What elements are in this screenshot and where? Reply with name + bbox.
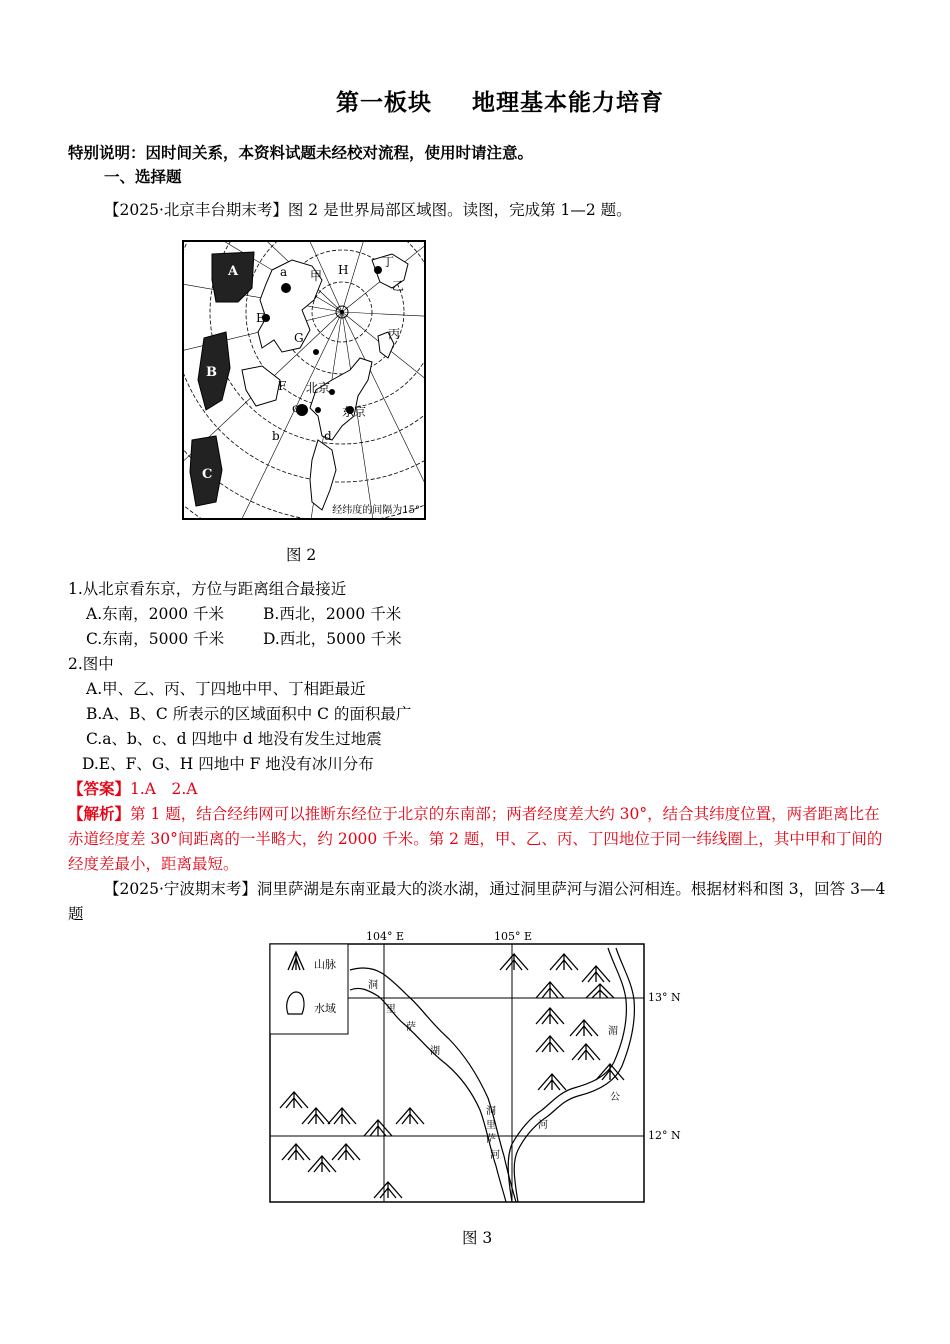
title-part1: 第一板块: [336, 90, 432, 116]
map-label-G: G: [294, 331, 304, 345]
analysis-text: 第 1 题，结合经纬网可以推断东经位于北京的东南部；两者经度差大约 30°，结合其纬度位置，两者距离比在赤道经度差 30°间距离的一半略大，约 2000 千米。第 2 题，甲、乙、丙、丁四地位于同一纬线圈上，其中甲和丁间的经度差最小，距离最短。: [68, 805, 883, 873]
q1-option-c: C.东南，5000 千米: [86, 630, 225, 648]
map-label-jia: 甲: [310, 269, 323, 283]
page-title: [0, 84, 950, 117]
q2-option-b: B.A、B、C 所表示的区域面积中 C 的面积最广: [86, 705, 412, 723]
map-label-ding: 丁: [382, 255, 395, 269]
map-label-H: H: [338, 263, 349, 277]
answer-label: 【答案】: [68, 780, 131, 798]
map-label-A: A: [228, 264, 239, 279]
q2-option-d: D.E、F、G、H 四地中 F 地没有冰川分布: [82, 755, 374, 773]
map-label-C: C: [202, 467, 213, 482]
q2-option-c: C.a、b、c、d 四地中 d 地没有发生过地震: [86, 730, 382, 748]
figure-2-map: [182, 240, 426, 520]
q2-option-a: A.甲、乙、丙、丁四地中甲、丁相距最近: [86, 680, 366, 698]
lake-char-1: 洞: [368, 980, 378, 991]
lat-12-label: 12° N: [648, 1129, 681, 1142]
q2-stem: 2.图中: [68, 655, 114, 673]
lat-13-label: 13° N: [648, 991, 681, 1004]
map-label-dongjing: 东京: [342, 405, 367, 419]
analysis: [68, 802, 888, 877]
map-label-c: c: [292, 401, 299, 415]
lon-104-label: 104° E: [366, 930, 405, 943]
map-label-F: F: [278, 379, 287, 393]
intro-question-1-2: 【2025·北京丰台期末考】图 2 是世界局部区域图。读图，完成第 1—2 题。: [104, 201, 632, 219]
figure-3-caption: 图 3: [462, 1229, 493, 1247]
q1-option-d: D.西北，5000 千米: [263, 630, 402, 648]
figure-3-map: [268, 926, 688, 1208]
intro-question-3-4: 【2025·宁波期末考】洞里萨湖是东南亚最大的淡水湖，通过洞里萨河与湄公河相连。根据材料和图 3，回答 3—4 题: [68, 880, 886, 923]
map-label-B: B: [206, 365, 217, 380]
mekong-char-1: 湄: [608, 1026, 618, 1037]
map-scale-note: 经纬度的间隔为15°: [332, 505, 420, 516]
q1-stem: 1.从北京看东京，方位与距离组合最接近: [68, 580, 347, 598]
analysis-label: 【解析】: [68, 805, 131, 823]
map-label-beijing: 北京: [306, 381, 331, 395]
answer: [68, 777, 197, 802]
map-label-a: a: [280, 265, 288, 279]
map-label-d: d: [324, 429, 332, 443]
q1-option-a: A.东南，2000 千米: [86, 605, 224, 623]
map-label-bing: 丙: [388, 327, 401, 341]
figure-2-caption: 图 2: [286, 546, 317, 564]
lake-char-4: 湖: [430, 1046, 440, 1057]
legend-mountain-label: 山脉: [314, 958, 336, 971]
legend-water-label: 水域: [314, 1002, 336, 1015]
map-label-yi: 乙: [392, 279, 405, 293]
map-label-b: b: [272, 429, 280, 443]
river-char-1: 洞: [486, 1106, 496, 1117]
lon-105-label: 105° E: [494, 930, 533, 943]
mekong-char-2: 公: [610, 1092, 620, 1103]
lake-char-2: 里: [386, 1004, 396, 1015]
section-heading: 一、选择题: [104, 168, 182, 186]
mekong-char-3: 河: [538, 1120, 548, 1131]
title-part2: 地理基本能力培育: [472, 90, 664, 116]
lake-char-3: 萨: [406, 1022, 416, 1033]
river-char-4: 河: [490, 1150, 500, 1161]
q1-option-b: B.西北，2000 千米: [263, 605, 402, 623]
river-char-2: 里: [486, 1120, 496, 1131]
answer-text: 1.A 2.A: [130, 780, 198, 798]
special-note: 特别说明：因时间关系，本资料试题未经校对流程，使用时请注意。: [68, 144, 534, 162]
map-label-E: E: [256, 311, 265, 325]
river-char-3: 萨: [486, 1134, 496, 1145]
